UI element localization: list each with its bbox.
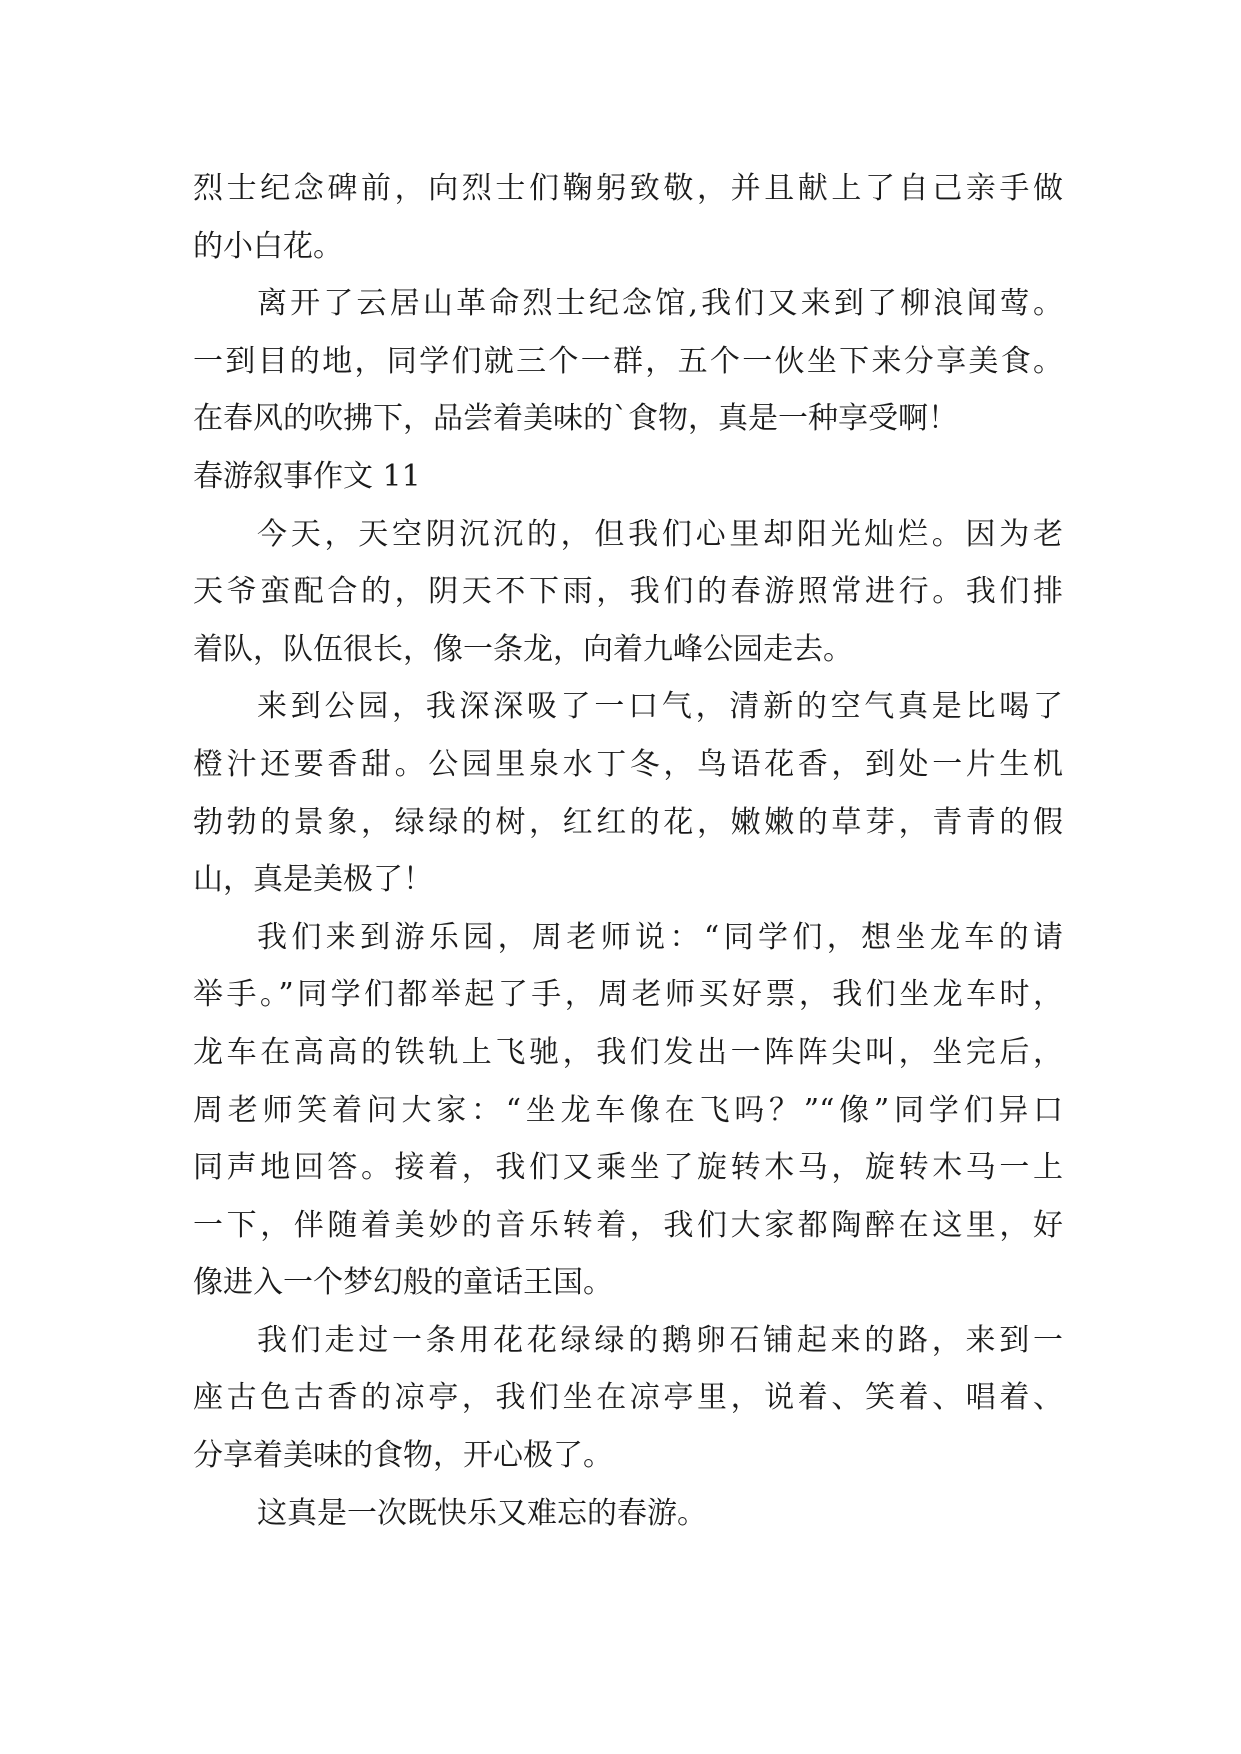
text-line: 座古色古香的凉亭，我们坐在凉亭里，说着、笑着、唱着、 (193, 1380, 1063, 1416)
text-line: 着队，队伍很长，像一条龙，向着九峰公园走去。 (193, 631, 853, 667)
text-line: 我们走过一条用花花绿绿的鹅卵石铺起来的路，来到一 (257, 1322, 1063, 1358)
text-line: 山，真是美极了！ (193, 862, 433, 898)
text-line: 同声地回答。接着，我们又乘坐了旋转木马，旋转木马一上 (193, 1150, 1063, 1186)
essay-title: 春游叙事作文 11 (193, 458, 421, 494)
text-line: 橙汁还要香甜。公园里泉水丁冬，鸟语花香，到处一片生机 (193, 746, 1063, 782)
text-line: 我们来到游乐园，周老师说：“同学们，想坐龙车的请 (257, 919, 1063, 955)
text-line: 勃勃的景象，绿绿的树，红红的花，嫩嫩的草芽，青青的假 (193, 804, 1063, 840)
text-line: 今天，天空阴沉沉的，但我们心里却阳光灿烂。因为老 (257, 516, 1063, 552)
text-line: 的小白花。 (193, 228, 343, 264)
text-line: 在春风的吹拂下，品尝着美味的`食物，真是一种享受啊！ (193, 401, 958, 437)
text-line: 周老师笑着问大家：“坐龙车像在飞吗？”“像”同学们异口 (193, 1092, 1063, 1128)
text-line: 离开了云居山革命烈士纪念馆,我们又来到了柳浪闻莺。 (257, 286, 1063, 322)
text-line: 天爷蛮配合的，阴天不下雨，我们的春游照常进行。我们排 (193, 574, 1063, 610)
text-line: 来到公园，我深深吸了一口气，清新的空气真是比喝了 (257, 689, 1063, 725)
text-line: 分享着美味的食物，开心极了。 (193, 1438, 613, 1474)
text-line: 龙车在高高的铁轨上飞驰，我们发出一阵阵尖叫，坐完后， (193, 1034, 1063, 1070)
text-line: 这真是一次既快乐又难忘的春游。 (257, 1495, 707, 1531)
text-line: 烈士纪念碑前，向烈士们鞠躬致敬，并且献上了自己亲手做 (193, 171, 1063, 206)
text-line: 像进入一个梦幻般的童话王国。 (193, 1265, 613, 1301)
text-line: 一下，伴随着美妙的音乐转着，我们大家都陶醉在这里，好 (193, 1207, 1063, 1243)
text-line: 举手。”同学们都举起了手，周老师买好票，我们坐龙车时， (193, 977, 1063, 1013)
text-line: 一到目的地，同学们就三个一群，五个一伙坐下来分享美食。 (193, 343, 1063, 379)
essay-body (193, 160, 1063, 1542)
